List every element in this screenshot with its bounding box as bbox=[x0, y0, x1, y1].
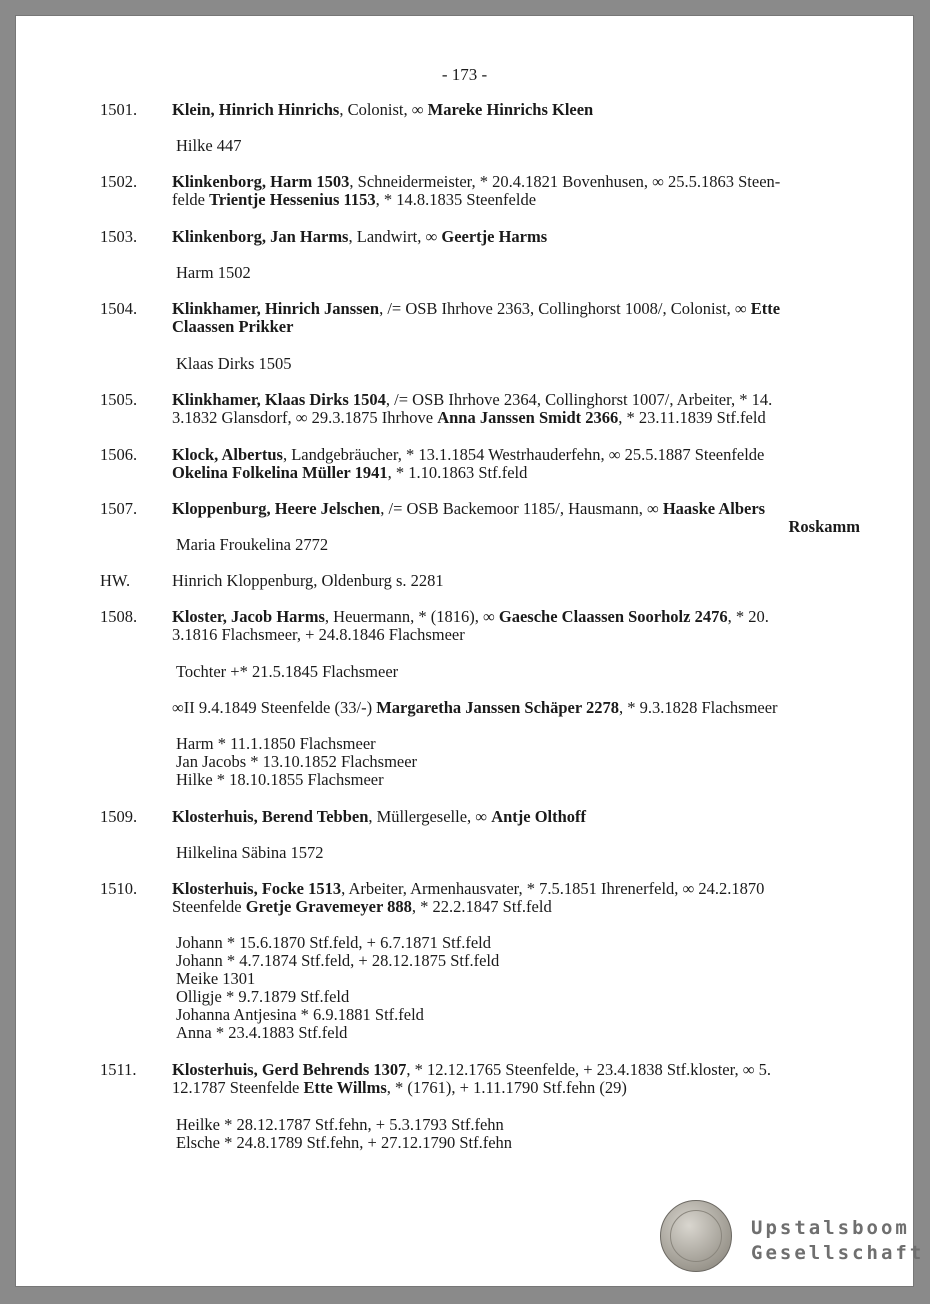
spouse-name-2: Claassen Prikker bbox=[172, 317, 294, 336]
person-name: Klein, Hinrich Hinrichs bbox=[172, 100, 340, 119]
child-list-1509: Hilkelina Säbina 1572 bbox=[176, 843, 324, 862]
entry-text bbox=[172, 391, 860, 427]
society-seal-icon bbox=[660, 1200, 732, 1272]
entry-text bbox=[172, 808, 860, 826]
entry-text bbox=[172, 608, 860, 644]
entry-number: 1505. bbox=[100, 390, 138, 409]
child-item: Heilke * 28.12.1787 Stf.fehn, + 5.3.1793 Stf.fehn bbox=[176, 1115, 504, 1134]
spouse-name: Geertje Harms bbox=[441, 227, 548, 246]
spouse-surname-line bbox=[172, 518, 860, 536]
child-item: Jan Jacobs * 13.10.1852 Flachsmeer bbox=[176, 752, 418, 771]
entry-details-2: 3.1832 Glansdorf, ∞ 29.3.1875 Ihrhove bbox=[172, 408, 438, 427]
spouse-name: Trientje Hessenius 1153 bbox=[209, 190, 376, 209]
entry-details: , Schneidermeister, * 20.4.1821 Bovenhusen, ∞ 25.5.1863 Steen- bbox=[349, 172, 781, 191]
entry-details: , Colonist, ∞ bbox=[339, 100, 428, 119]
entry-number: 1511. bbox=[100, 1060, 137, 1079]
child-item: Anna * 23.4.1883 Stf.feld bbox=[176, 1023, 348, 1042]
child-item: Hilke * 18.10.1855 Flachsmeer bbox=[176, 770, 384, 789]
spouse-name: Mareke Hinrichs Kleen bbox=[427, 100, 594, 119]
spouse-name-2: Roskamm bbox=[788, 517, 860, 536]
entry-text bbox=[172, 101, 860, 119]
child-list-1503: Harm 1502 bbox=[176, 263, 251, 282]
entry-details-3: , * 23.11.1839 Stf.feld bbox=[618, 408, 766, 427]
entry-details-3: , * 14.8.1835 Steenfelde bbox=[375, 190, 537, 209]
spouse-name: Ette Willms bbox=[303, 1078, 387, 1097]
brand-line-1: Upstalsboom bbox=[751, 1217, 910, 1239]
marriage-details: ∞II 9.4.1849 Steenfelde (33/-) bbox=[172, 698, 377, 717]
child-item: Elsche * 24.8.1789 Stf.fehn, + 27.12.1790 Stf.fehn bbox=[176, 1133, 513, 1152]
entry-text bbox=[172, 880, 860, 916]
entry-details: , Arbeiter, Armenhausvater, * 7.5.1851 Ihrenerfeld, ∞ 24.2.1870 bbox=[341, 879, 765, 898]
person-name: Klock, Albertus bbox=[172, 445, 283, 464]
person-name: Klinkhamer, Klaas Dirks 1504 bbox=[172, 390, 386, 409]
entry-text bbox=[172, 228, 860, 246]
entry-details-2: Steenfelde bbox=[172, 897, 246, 916]
second-marriage-1508 bbox=[172, 699, 778, 717]
person-name: Kloppenburg, Heere Jelschen bbox=[172, 499, 381, 518]
entry-number: 1509. bbox=[100, 807, 138, 826]
child-list-1504: Klaas Dirks 1505 bbox=[176, 354, 292, 373]
entry-details-3: , * (1761), + 1.11.1790 Stf.fehn (29) bbox=[386, 1078, 627, 1097]
entry-details-3: 3.1816 Flachsmeer, + 24.8.1846 Flachsmeer bbox=[172, 625, 465, 644]
entry-number: 1501. bbox=[100, 100, 138, 119]
child-list-1508a: Tochter +* 21.5.1845 Flachsmeer bbox=[176, 662, 399, 681]
entry-text bbox=[172, 446, 860, 482]
child-list-1511 bbox=[176, 1116, 512, 1152]
child-item: Meike 1301 bbox=[176, 969, 256, 988]
entry-text bbox=[172, 300, 860, 336]
entry-details: , /= OSB Ihrhove 2363, Collinghorst 1008/, Colonist, ∞ bbox=[379, 299, 751, 318]
spouse-name: Haaske Albers bbox=[662, 499, 766, 518]
entry-details: , Heuermann, * (1816), ∞ bbox=[324, 607, 499, 626]
entry-details-2: felde bbox=[172, 190, 210, 209]
child-item: Johann * 4.7.1874 Stf.feld, + 28.12.1875 Stf.feld bbox=[176, 951, 500, 970]
entry-number: HW. bbox=[100, 571, 131, 590]
marriage-details-2: , * 9.3.1828 Flachsmeer bbox=[618, 698, 778, 717]
entry-details-2: 12.1787 Steenfelde bbox=[172, 1078, 304, 1097]
entry-number: 1506. bbox=[100, 445, 138, 464]
child-list-1510 bbox=[176, 934, 499, 1042]
person-name: Klosterhuis, Berend Tebben bbox=[172, 807, 369, 826]
spouse-name: Antje Olthoff bbox=[491, 807, 587, 826]
brand-line-2: Gesellschaft bbox=[751, 1242, 925, 1264]
person-name: Klosterhuis, Focke 1513 bbox=[172, 879, 342, 898]
entry-details: , * 12.12.1765 Steenfelde, + 23.4.1838 Stf.kloster, ∞ 5. bbox=[406, 1060, 771, 1079]
entry-number: 1507. bbox=[100, 499, 138, 518]
spouse-name: Anna Janssen Smidt 2366 bbox=[437, 408, 619, 427]
person-name: Kloster, Jacob Harms bbox=[172, 607, 325, 626]
entry-number: 1502. bbox=[100, 172, 138, 191]
child-list-1507: Maria Froukelina 2772 bbox=[176, 535, 329, 554]
child-item: Olligje * 9.7.1879 Stf.feld bbox=[176, 987, 350, 1006]
child-item: Harm * 11.1.1850 Flachsmeer bbox=[176, 734, 376, 753]
entry-details-2: , * 1.10.1863 Stf.feld bbox=[387, 463, 528, 482]
entry-number: 1510. bbox=[100, 879, 138, 898]
entry-details: , Müllergeselle, ∞ bbox=[368, 807, 492, 826]
child-item: Johann * 15.6.1870 Stf.feld, + 6.7.1871 Stf.feld bbox=[176, 933, 491, 952]
entry-number: 1503. bbox=[100, 227, 138, 246]
entry-text: Hinrich Kloppenburg, Oldenburg s. 2281 bbox=[172, 571, 444, 590]
spouse-name: Gretje Gravemeyer 888 bbox=[245, 897, 412, 916]
spouse-name: Margaretha Janssen Schäper 2278 bbox=[376, 698, 619, 717]
person-name: Klinkenborg, Jan Harms bbox=[172, 227, 349, 246]
entry-text bbox=[172, 173, 860, 209]
entry-details: , Landgebräucher, * 13.1.1854 Westrhauderfehn, ∞ 25.5.1887 Steenfelde bbox=[282, 445, 765, 464]
person-name: Klosterhuis, Gerd Behrends 1307 bbox=[172, 1060, 407, 1079]
entry-details: , Landwirt, ∞ bbox=[348, 227, 442, 246]
entry-text bbox=[172, 500, 860, 536]
entry-details: , /= OSB Backemoor 1185/, Hausmann, ∞ bbox=[380, 499, 663, 518]
entry-number: 1508. bbox=[100, 607, 138, 626]
entry-text bbox=[172, 1061, 860, 1097]
child-list-1508b bbox=[176, 735, 417, 789]
person-name: Klinkhamer, Hinrich Janssen bbox=[172, 299, 380, 318]
spouse-name: Gaesche Claassen Soorholz 2476 bbox=[498, 607, 728, 626]
entry-details: , /= OSB Ihrhove 2364, Collinghorst 1007/, Arbeiter, * 14. bbox=[385, 390, 773, 409]
child-list-1501: Hilke 447 bbox=[176, 136, 242, 155]
person-name: Klinkenborg, Harm 1503 bbox=[172, 172, 350, 191]
document-page bbox=[16, 16, 925, 1286]
entry-details-2: , * 20. bbox=[727, 607, 769, 626]
child-item: Johanna Antjesina * 6.9.1881 Stf.feld bbox=[176, 1005, 424, 1024]
spouse-name: Okelina Folkelina Müller 1941 bbox=[172, 463, 388, 482]
entry-details-3: , * 22.2.1847 Stf.feld bbox=[411, 897, 552, 916]
entry-number: 1504. bbox=[100, 299, 138, 318]
page-number: - 173 - bbox=[441, 65, 488, 84]
spouse-name: Ette bbox=[750, 299, 781, 318]
society-logo-text bbox=[751, 1216, 924, 1266]
